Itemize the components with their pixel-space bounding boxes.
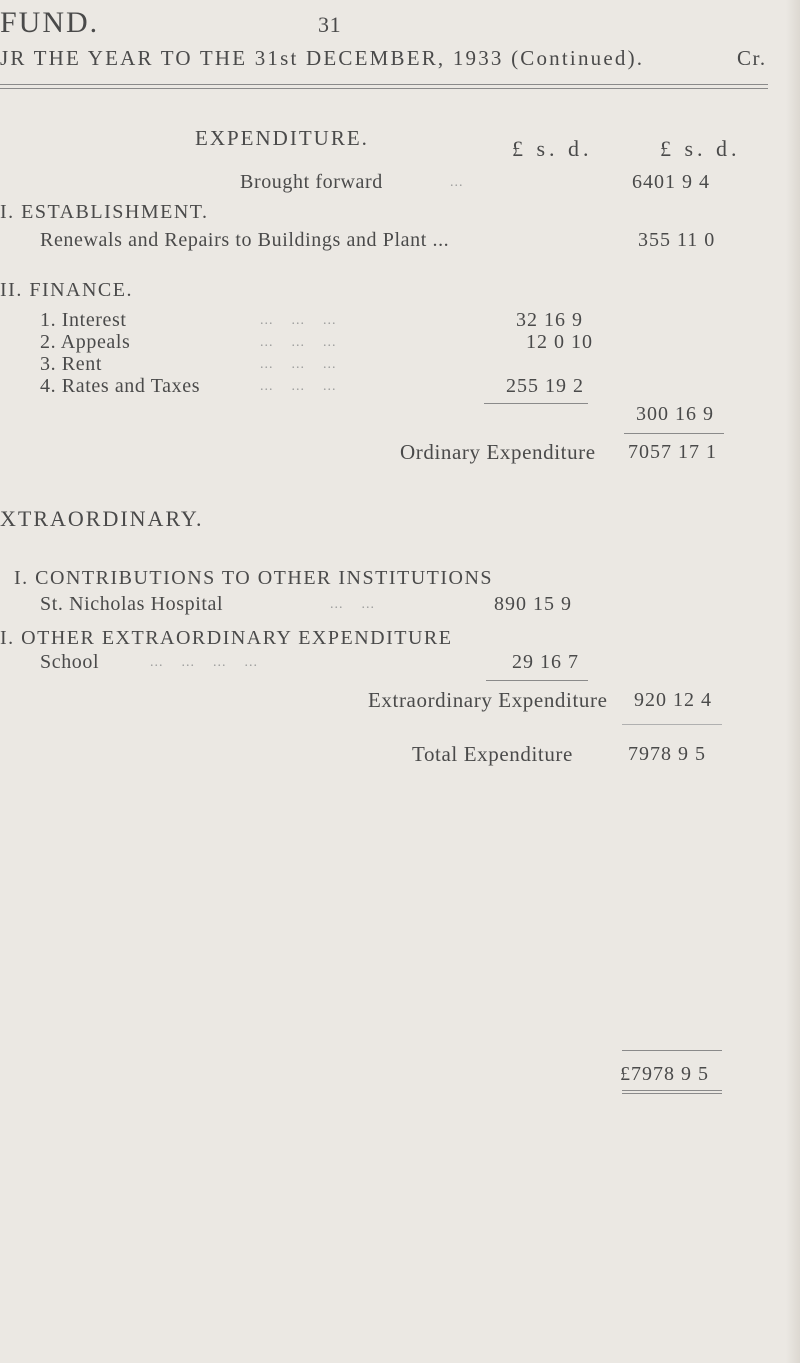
extraordinary-total-amount: 920 12 4 [634, 689, 712, 711]
finance-item-label: 4. Rates and Taxes [40, 375, 201, 397]
other-extraordinary-line: School [40, 651, 100, 673]
page-edge-shadow [786, 0, 800, 1363]
brought-forward-amount: 6401 9 4 [632, 171, 710, 193]
finance-item-label: 2. Appeals [40, 331, 131, 353]
header-rule-top [0, 84, 768, 85]
finance-item-label: 1. Interest [40, 309, 127, 331]
establishment-amount: 355 11 0 [638, 229, 716, 251]
outer-column-head: £ s. d. [660, 136, 741, 161]
finance-item-amount: 32 16 9 [516, 309, 583, 331]
finance-item-label: 3. Rent [40, 353, 102, 375]
inner-column-head: £ s. d. [512, 136, 593, 161]
finance-item-dots: ... ... ... [260, 313, 337, 328]
other-extraordinary-dots: ... ... ... ... [150, 655, 258, 670]
brought-forward-dots: ... [450, 175, 464, 190]
other-extraordinary-amount: 29 16 7 [512, 651, 579, 673]
contributions-amount: 890 15 9 [494, 593, 572, 615]
contributions-line: St. Nicholas Hospital [40, 593, 224, 615]
ordinary-amount: 7057 17 1 [628, 441, 717, 463]
extraordinary-subtotal-rule [486, 680, 588, 681]
page-heading: JR THE YEAR TO THE 31st DECEMBER, 1933 (Continued). [0, 46, 645, 70]
finance-item-dots: ... ... ... [260, 335, 337, 350]
finance-item-dots: ... ... ... [260, 357, 337, 372]
page-number: 31 [318, 12, 342, 37]
finance-item-amount: 255 19 2 [506, 375, 584, 397]
other-extraordinary-heading: I. OTHER EXTRAORDINARY EXPENDITURE [0, 627, 453, 649]
finance-total-amount: 300 16 9 [636, 403, 714, 425]
total-expenditure-label: Total Expenditure [412, 742, 573, 766]
fund-title: FUND. [0, 6, 100, 39]
finance-item-dots: ... ... ... [260, 379, 337, 394]
extraordinary-total-label: Extraordinary Expenditure [368, 688, 608, 712]
credit-side-label: Cr. [737, 46, 767, 70]
grand-total-rule-2 [622, 1093, 722, 1094]
brought-forward-label: Brought forward [240, 171, 383, 193]
total-rule [622, 724, 722, 725]
contributions-dots: ... ... [330, 597, 375, 612]
grand-total-amount: £7978 9 5 [620, 1063, 709, 1085]
grand-total-rule-top [622, 1050, 722, 1051]
ordinary-label: Ordinary Expenditure [400, 440, 596, 464]
total-expenditure-amount: 7978 9 5 [628, 743, 706, 765]
section-title: EXPENDITURE. [195, 126, 369, 150]
contributions-heading: I. CONTRIBUTIONS TO OTHER INSTITUTIONS [14, 567, 494, 589]
finance-item-amount: 12 0 10 [526, 331, 593, 353]
finance-heading: II. FINANCE. [0, 279, 133, 301]
header-rule-bottom [0, 88, 768, 89]
grand-total-rule-1 [622, 1090, 722, 1091]
establishment-heading: I. ESTABLISHMENT. [0, 201, 209, 223]
establishment-line: Renewals and Repairs to Buildings and Plant ... [40, 229, 450, 251]
finance-subtotal-rule [484, 403, 588, 404]
extraordinary-heading: XTRAORDINARY. [0, 506, 204, 531]
ordinary-rule [624, 433, 724, 434]
